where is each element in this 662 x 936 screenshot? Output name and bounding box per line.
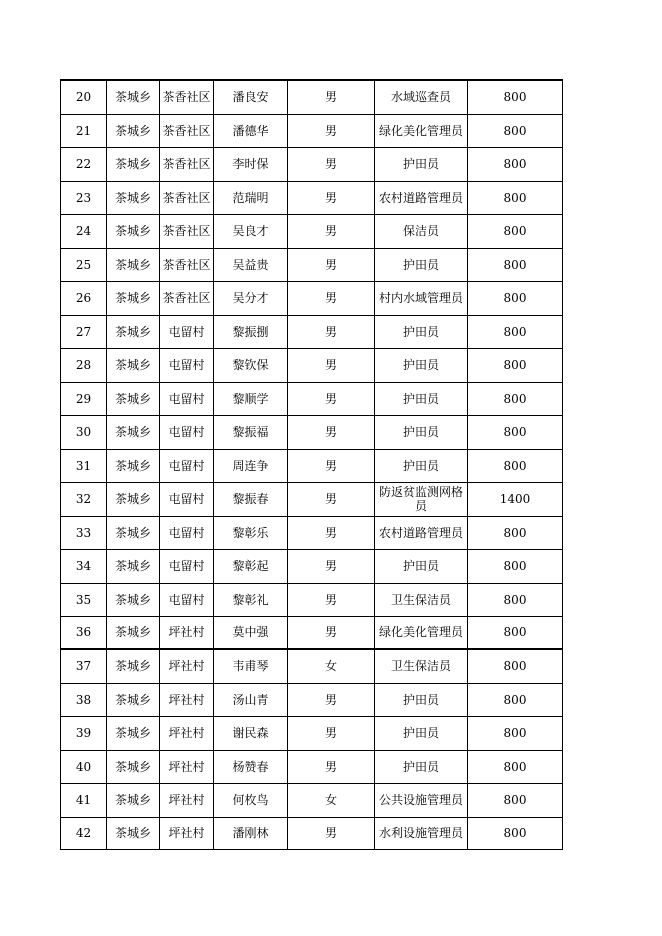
cell-post[interactable]: 保洁员: [375, 214, 468, 248]
cell-serial-number[interactable]: 22: [61, 147, 107, 181]
cell-name[interactable]: 李时保: [214, 147, 288, 181]
cell-amount[interactable]: 800: [468, 80, 563, 114]
cell-serial-number[interactable]: 29: [61, 382, 107, 415]
table-row: [61, 281, 563, 315]
cell-serial-number[interactable]: 38: [61, 683, 107, 716]
cell-amount[interactable]: 800: [468, 348, 563, 382]
cell-township[interactable]: 茶城乡: [107, 214, 160, 248]
cell-village[interactable]: 屯留村: [160, 449, 214, 482]
cell-post[interactable]: 公共设施管理员: [375, 783, 468, 817]
cell-amount[interactable]: 800: [468, 649, 563, 683]
cell-village[interactable]: 茶香社区: [160, 181, 214, 214]
cell-post[interactable]: 防返贫监测网格员: [375, 482, 468, 516]
cell-amount[interactable]: 800: [468, 716, 563, 750]
cell-gender[interactable]: 男: [288, 516, 375, 549]
cell-village[interactable]: 坪社村: [160, 750, 214, 783]
cell-post[interactable]: 绿化美化管理员: [375, 616, 468, 649]
cell-serial-number[interactable]: 26: [61, 281, 107, 315]
cell-township[interactable]: 茶城乡: [107, 80, 160, 114]
cell-serial-number[interactable]: 40: [61, 750, 107, 783]
cell-post[interactable]: 护田员: [375, 750, 468, 783]
table-row: [61, 482, 563, 516]
cell-village[interactable]: 屯留村: [160, 315, 214, 348]
cell-amount[interactable]: 800: [468, 281, 563, 315]
cell-name[interactable]: 黎钦保: [214, 348, 288, 382]
cell-gender[interactable]: 男: [288, 114, 375, 147]
cell-township[interactable]: 茶城乡: [107, 817, 160, 849]
cell-township[interactable]: 茶城乡: [107, 482, 160, 516]
cell-serial-number[interactable]: 32: [61, 482, 107, 516]
cell-name[interactable]: 黎振春: [214, 482, 288, 516]
cell-name[interactable]: 谢民森: [214, 716, 288, 750]
cell-serial-number[interactable]: 30: [61, 415, 107, 449]
cell-gender[interactable]: 男: [288, 683, 375, 716]
cell-amount[interactable]: 800: [468, 616, 563, 649]
cell-village[interactable]: 茶香社区: [160, 248, 214, 281]
cell-village[interactable]: 坪社村: [160, 649, 214, 683]
cell-name[interactable]: 黎振捌: [214, 315, 288, 348]
cell-gender[interactable]: 男: [288, 147, 375, 181]
cell-name[interactable]: 黎彰起: [214, 549, 288, 583]
cell-serial-number[interactable]: 25: [61, 248, 107, 281]
roster-table: [60, 79, 563, 850]
cell-serial-number[interactable]: 24: [61, 214, 107, 248]
cell-post[interactable]: 护田员: [375, 716, 468, 750]
cell-village[interactable]: 茶香社区: [160, 80, 214, 114]
table-row: [61, 382, 563, 415]
cell-village[interactable]: 屯留村: [160, 516, 214, 549]
cell-gender[interactable]: 男: [288, 348, 375, 382]
cell-village[interactable]: 屯留村: [160, 549, 214, 583]
cell-gender[interactable]: 男: [288, 817, 375, 849]
cell-name[interactable]: 何枚鸟: [214, 783, 288, 817]
cell-post[interactable]: 护田员: [375, 348, 468, 382]
cell-gender[interactable]: 女: [288, 783, 375, 817]
cell-township[interactable]: 茶城乡: [107, 516, 160, 549]
cell-village[interactable]: 茶香社区: [160, 114, 214, 147]
cell-village[interactable]: 茶香社区: [160, 214, 214, 248]
cell-village[interactable]: 坪社村: [160, 817, 214, 849]
cell-village[interactable]: 茶香社区: [160, 281, 214, 315]
cell-amount[interactable]: 800: [468, 549, 563, 583]
cell-gender[interactable]: 男: [288, 482, 375, 516]
cell-township[interactable]: 茶城乡: [107, 181, 160, 214]
cell-village[interactable]: 坪社村: [160, 716, 214, 750]
cell-township[interactable]: 茶城乡: [107, 783, 160, 817]
cell-name[interactable]: 莫中强: [214, 616, 288, 649]
cell-township[interactable]: 茶城乡: [107, 382, 160, 415]
cell-name[interactable]: 黎顺学: [214, 382, 288, 415]
table-row: [61, 181, 563, 214]
cell-name[interactable]: 黎彰礼: [214, 583, 288, 616]
cell-post[interactable]: 护田员: [375, 147, 468, 181]
cell-serial-number[interactable]: 20: [61, 80, 107, 114]
cell-serial-number[interactable]: 41: [61, 783, 107, 817]
cell-name[interactable]: 吴良才: [214, 214, 288, 248]
cell-serial-number[interactable]: 31: [61, 449, 107, 482]
cell-post[interactable]: 农村道路管理员: [375, 516, 468, 549]
table-row: [61, 147, 563, 181]
cell-gender[interactable]: 男: [288, 415, 375, 449]
cell-name[interactable]: 潘良安: [214, 80, 288, 114]
cell-serial-number[interactable]: 28: [61, 348, 107, 382]
table-row: [61, 114, 563, 147]
table-row: [61, 583, 563, 616]
cell-amount[interactable]: 800: [468, 783, 563, 817]
cell-township[interactable]: 茶城乡: [107, 315, 160, 348]
cell-name[interactable]: 吴分才: [214, 281, 288, 315]
cell-township[interactable]: 茶城乡: [107, 415, 160, 449]
table-row: [61, 683, 563, 716]
table-row: [61, 616, 563, 649]
cell-serial-number[interactable]: 33: [61, 516, 107, 549]
cell-township[interactable]: 茶城乡: [107, 549, 160, 583]
cell-name[interactable]: 范瑞明: [214, 181, 288, 214]
cell-township[interactable]: 茶城乡: [107, 248, 160, 281]
cell-post[interactable]: 护田员: [375, 549, 468, 583]
table-row: [61, 449, 563, 482]
cell-serial-number[interactable]: 21: [61, 114, 107, 147]
cell-serial-number[interactable]: 39: [61, 716, 107, 750]
cell-amount[interactable]: 800: [468, 382, 563, 415]
table-row: [61, 716, 563, 750]
cell-name[interactable]: 潘德华: [214, 114, 288, 147]
cell-gender[interactable]: 男: [288, 248, 375, 281]
table-row: [61, 649, 563, 683]
cell-village[interactable]: 屯留村: [160, 348, 214, 382]
table-row: [61, 348, 563, 382]
cell-township[interactable]: 茶城乡: [107, 449, 160, 482]
cell-name[interactable]: 吴益贵: [214, 248, 288, 281]
cell-serial-number[interactable]: 23: [61, 181, 107, 214]
cell-village[interactable]: 屯留村: [160, 583, 214, 616]
table-row: [61, 750, 563, 783]
cell-village[interactable]: 坪社村: [160, 783, 214, 817]
cell-post[interactable]: 水利设施管理员: [375, 817, 468, 849]
cell-village[interactable]: 屯留村: [160, 415, 214, 449]
cell-gender[interactable]: 男: [288, 716, 375, 750]
cell-post[interactable]: 护田员: [375, 449, 468, 482]
cell-serial-number[interactable]: 27: [61, 315, 107, 348]
table-row: [61, 783, 563, 817]
cell-township[interactable]: 茶城乡: [107, 281, 160, 315]
cell-village[interactable]: 茶香社区: [160, 147, 214, 181]
cell-gender[interactable]: 男: [288, 214, 375, 248]
cell-amount[interactable]: 800: [468, 315, 563, 348]
cell-post[interactable]: 绿化美化管理员: [375, 114, 468, 147]
cell-township[interactable]: 茶城乡: [107, 649, 160, 683]
cell-township[interactable]: 茶城乡: [107, 114, 160, 147]
cell-amount[interactable]: 1400: [468, 482, 563, 516]
cell-name[interactable]: 潘刚林: [214, 817, 288, 849]
cell-township[interactable]: 茶城乡: [107, 750, 160, 783]
cell-amount[interactable]: 800: [468, 147, 563, 181]
cell-name[interactable]: 黎彰乐: [214, 516, 288, 549]
cell-post[interactable]: 卫生保洁员: [375, 649, 468, 683]
cell-amount[interactable]: 800: [468, 516, 563, 549]
cell-name[interactable]: 韦甫琴: [214, 649, 288, 683]
roster-table-body: [61, 80, 563, 849]
table-row: [61, 315, 563, 348]
cell-amount[interactable]: 800: [468, 750, 563, 783]
cell-post[interactable]: 护田员: [375, 683, 468, 716]
cell-township[interactable]: 茶城乡: [107, 147, 160, 181]
cell-gender[interactable]: 男: [288, 281, 375, 315]
cell-gender[interactable]: 女: [288, 649, 375, 683]
cell-post[interactable]: 护田员: [375, 415, 468, 449]
table-row: [61, 214, 563, 248]
cell-gender[interactable]: 男: [288, 750, 375, 783]
cell-name[interactable]: 周连争: [214, 449, 288, 482]
cell-township[interactable]: 茶城乡: [107, 583, 160, 616]
cell-name[interactable]: 汤山青: [214, 683, 288, 716]
cell-gender[interactable]: 男: [288, 583, 375, 616]
cell-gender[interactable]: 男: [288, 80, 375, 114]
cell-amount[interactable]: 800: [468, 817, 563, 849]
table-row: [61, 549, 563, 583]
cell-amount[interactable]: 800: [468, 214, 563, 248]
cell-township[interactable]: 茶城乡: [107, 348, 160, 382]
cell-township[interactable]: 茶城乡: [107, 683, 160, 716]
cell-amount[interactable]: 800: [468, 248, 563, 281]
cell-post[interactable]: 护田员: [375, 248, 468, 281]
cell-village[interactable]: 坪社村: [160, 616, 214, 649]
table-row: [61, 415, 563, 449]
table-row: [61, 516, 563, 549]
cell-village[interactable]: 屯留村: [160, 382, 214, 415]
cell-serial-number[interactable]: 42: [61, 817, 107, 849]
table-row: [61, 817, 563, 849]
cell-village[interactable]: 坪社村: [160, 683, 214, 716]
cell-amount[interactable]: 800: [468, 449, 563, 482]
cell-gender[interactable]: 男: [288, 382, 375, 415]
cell-gender[interactable]: 男: [288, 616, 375, 649]
cell-township[interactable]: 茶城乡: [107, 616, 160, 649]
cell-name[interactable]: 杨赞春: [214, 750, 288, 783]
cell-serial-number[interactable]: 35: [61, 583, 107, 616]
cell-post[interactable]: 农村道路管理员: [375, 181, 468, 214]
cell-serial-number[interactable]: 34: [61, 549, 107, 583]
cell-amount[interactable]: 800: [468, 415, 563, 449]
cell-post[interactable]: 护田员: [375, 315, 468, 348]
table-row: [61, 248, 563, 281]
cell-gender[interactable]: 男: [288, 449, 375, 482]
cell-post[interactable]: 护田员: [375, 382, 468, 415]
cell-village[interactable]: 屯留村: [160, 482, 214, 516]
cell-serial-number[interactable]: 36: [61, 616, 107, 649]
cell-gender[interactable]: 男: [288, 181, 375, 214]
table-row: [61, 80, 563, 114]
cell-amount[interactable]: 800: [468, 683, 563, 716]
cell-gender[interactable]: 男: [288, 549, 375, 583]
cell-amount[interactable]: 800: [468, 181, 563, 214]
cell-post[interactable]: 卫生保洁员: [375, 583, 468, 616]
cell-amount[interactable]: 800: [468, 583, 563, 616]
cell-post[interactable]: 水域巡查员: [375, 80, 468, 114]
cell-serial-number[interactable]: 37: [61, 649, 107, 683]
cell-township[interactable]: 茶城乡: [107, 716, 160, 750]
cell-amount[interactable]: 800: [468, 114, 563, 147]
cell-gender[interactable]: 男: [288, 315, 375, 348]
cell-name[interactable]: 黎振福: [214, 415, 288, 449]
cell-post[interactable]: 村内水域管理员: [375, 281, 468, 315]
